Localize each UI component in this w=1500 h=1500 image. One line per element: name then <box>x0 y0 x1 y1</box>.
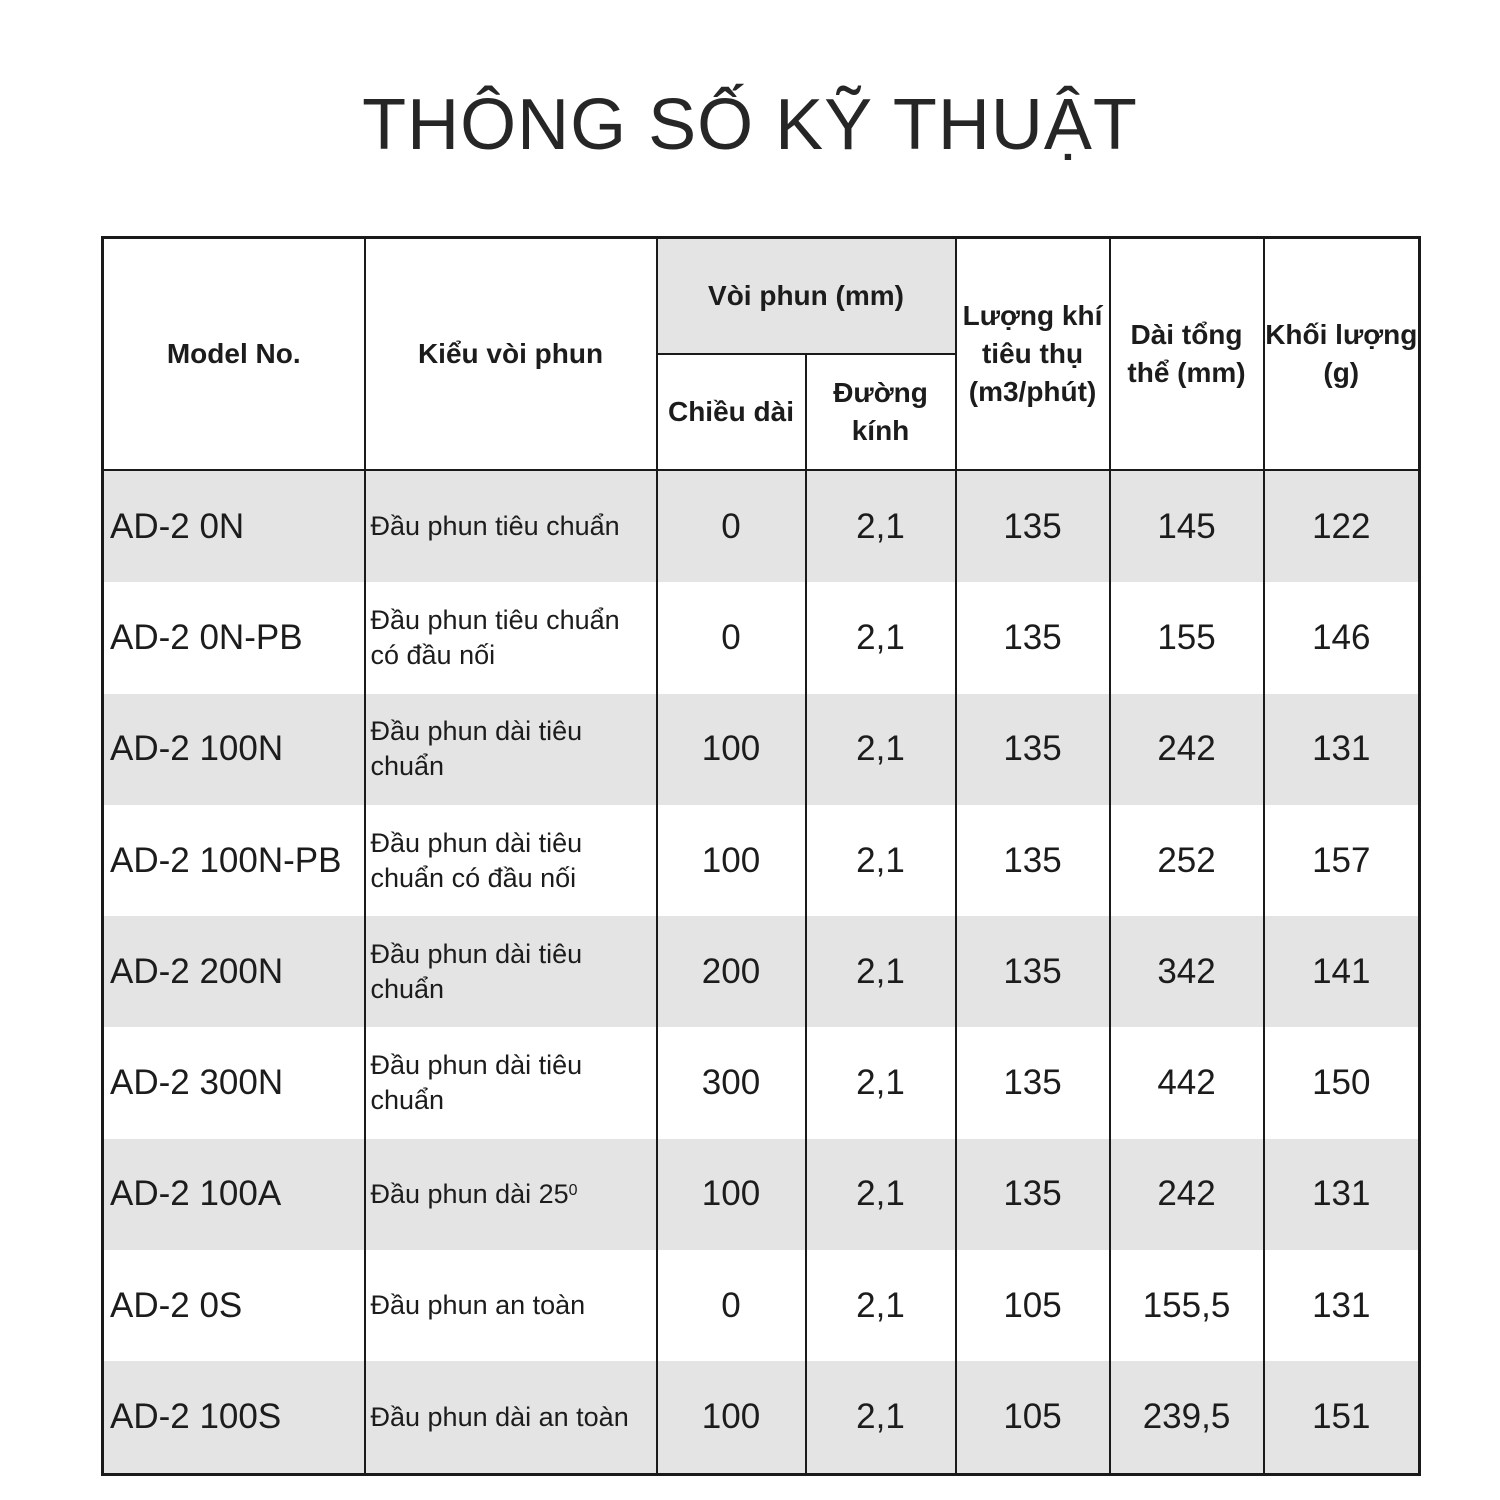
cell-diameter <box>806 1250 956 1361</box>
cell-air-consumption-text: 105 <box>1003 1285 1062 1325</box>
cell-air-consumption <box>956 694 1110 805</box>
table-row <box>103 1361 1420 1474</box>
cell-total-length-text: 342 <box>1157 951 1216 991</box>
cell-model <box>103 1139 365 1250</box>
degree-superscript: 0 <box>568 1181 578 1199</box>
table-row <box>103 582 1420 693</box>
cell-air-consumption <box>956 916 1110 1027</box>
cell-nozzle-type-text: Đầu phun dài 25 <box>370 1178 569 1209</box>
cell-air-consumption-text: 135 <box>1003 951 1062 991</box>
cell-diameter <box>806 582 956 693</box>
cell-diameter <box>806 1139 956 1250</box>
cell-length <box>657 1027 806 1138</box>
cell-length-text: 200 <box>701 951 761 991</box>
header-diameter: Đường kính <box>806 354 956 470</box>
cell-weight <box>1264 916 1420 1027</box>
cell-weight <box>1264 805 1420 916</box>
header-air-consumption: Lượng khí tiêu thụ (m3/phút) <box>956 238 1110 471</box>
cell-total-length <box>1110 805 1264 916</box>
cell-length <box>657 694 806 805</box>
cell-total-length-text: 242 <box>1157 1174 1216 1214</box>
cell-air-consumption <box>956 1361 1110 1474</box>
cell-nozzle-type <box>365 805 657 916</box>
table-row <box>103 805 1420 916</box>
cell-length-text: 100 <box>701 1174 761 1214</box>
cell-nozzle-type <box>365 1139 657 1250</box>
cell-model <box>103 1027 365 1138</box>
cell-diameter <box>806 694 956 805</box>
cell-total-length <box>1110 1250 1264 1361</box>
cell-model <box>103 1361 365 1474</box>
cell-length-text: 0 <box>721 506 741 546</box>
cell-model-text: AD-2 0N-PB <box>110 617 303 657</box>
cell-length <box>657 1361 806 1474</box>
cell-total-length-text: 145 <box>1157 506 1216 546</box>
cell-length <box>657 582 806 693</box>
table-row <box>103 1250 1420 1361</box>
cell-total-length-text: 239,5 <box>1142 1397 1231 1437</box>
cell-air-consumption <box>956 582 1110 693</box>
cell-diameter-text: 2,1 <box>856 1063 905 1103</box>
cell-weight <box>1264 582 1420 693</box>
cell-air-consumption-text: 135 <box>1003 506 1062 546</box>
header-length: Chiều dài <box>657 354 806 470</box>
cell-air-consumption <box>956 805 1110 916</box>
cell-total-length <box>1110 1027 1264 1138</box>
cell-length-text: 100 <box>701 840 761 880</box>
cell-nozzle-type-text: Đầu phun dài tiêu chuẩn <box>370 716 583 782</box>
cell-length <box>657 805 806 916</box>
cell-total-length <box>1110 916 1264 1027</box>
cell-total-length <box>1110 1361 1264 1474</box>
cell-length-text: 0 <box>721 1285 741 1325</box>
cell-model-text: AD-2 200N <box>110 951 284 991</box>
cell-total-length <box>1110 1139 1264 1250</box>
cell-length <box>657 916 806 1027</box>
cell-air-consumption <box>956 1027 1110 1138</box>
cell-air-consumption-text: 135 <box>1003 617 1062 657</box>
cell-nozzle-type-text: Đầu phun dài tiêu chuẩn <box>370 1050 583 1116</box>
cell-nozzle-type <box>365 1361 657 1474</box>
spec-table <box>101 236 1421 1476</box>
cell-diameter-text: 2,1 <box>856 506 905 546</box>
cell-air-consumption-text: 135 <box>1003 1174 1062 1214</box>
cell-total-length-text: 155,5 <box>1142 1285 1231 1325</box>
page-title: THÔNG SỐ KỸ THUẬT <box>362 85 1138 165</box>
table-row <box>103 916 1420 1027</box>
cell-nozzle-type-text: Đầu phun dài tiêu chuẩn có đầu nối <box>370 827 583 893</box>
cell-nozzle-type-text: Đầu phun tiêu chuẩn có đầu nối <box>370 604 620 670</box>
cell-weight-text: 151 <box>1312 1397 1371 1437</box>
cell-weight <box>1264 1027 1420 1138</box>
header-nozzle-group: Vòi phun (mm) <box>657 238 956 355</box>
cell-weight-text: 122 <box>1312 506 1371 546</box>
cell-nozzle-type <box>365 470 657 582</box>
cell-total-length <box>1110 470 1264 582</box>
table-row <box>103 1027 1420 1138</box>
cell-diameter <box>806 805 956 916</box>
cell-diameter-text: 2,1 <box>856 1397 905 1437</box>
cell-nozzle-type <box>365 1027 657 1138</box>
cell-total-length-text: 155 <box>1157 617 1216 657</box>
cell-nozzle-type-text: Đầu phun dài an toàn <box>370 1401 629 1432</box>
cell-air-consumption-text: 105 <box>1003 1397 1062 1437</box>
cell-diameter-text: 2,1 <box>856 1174 905 1214</box>
cell-diameter-text: 2,1 <box>856 951 905 991</box>
cell-nozzle-type <box>365 694 657 805</box>
cell-length <box>657 1139 806 1250</box>
cell-model <box>103 470 365 582</box>
cell-diameter <box>806 1361 956 1474</box>
cell-model-text: AD-2 100S <box>110 1397 282 1437</box>
cell-model-text: AD-2 100A <box>110 1174 282 1214</box>
cell-model-text: AD-2 0N <box>110 506 245 546</box>
cell-weight <box>1264 1250 1420 1361</box>
cell-model <box>103 582 365 693</box>
table-row <box>103 470 1420 582</box>
cell-length <box>657 470 806 582</box>
table-row <box>103 694 1420 805</box>
cell-weight-text: 131 <box>1312 729 1371 769</box>
cell-model-text: AD-2 100N-PB <box>110 840 342 880</box>
cell-weight <box>1264 1139 1420 1250</box>
header-total-length: Dài tổng thể (mm) <box>1110 238 1264 471</box>
cell-total-length <box>1110 582 1264 693</box>
cell-weight <box>1264 694 1420 805</box>
cell-weight-text: 131 <box>1312 1285 1371 1325</box>
cell-diameter <box>806 1027 956 1138</box>
cell-diameter-text: 2,1 <box>856 840 905 880</box>
cell-nozzle-type-text: Đầu phun tiêu chuẩn <box>370 511 620 542</box>
cell-length-text: 100 <box>701 729 761 769</box>
cell-length-text: 0 <box>721 617 741 657</box>
cell-air-consumption-text: 135 <box>1003 840 1062 880</box>
cell-model <box>103 694 365 805</box>
header-model: Model No. <box>103 238 365 471</box>
cell-model-text: AD-2 0S <box>110 1285 243 1325</box>
cell-weight <box>1264 1361 1420 1474</box>
cell-diameter-text: 2,1 <box>856 617 905 657</box>
table-header <box>103 238 1420 471</box>
cell-weight <box>1264 470 1420 582</box>
cell-model-text: AD-2 300N <box>110 1063 284 1103</box>
cell-air-consumption <box>956 1250 1110 1361</box>
cell-model <box>103 916 365 1027</box>
cell-weight-text: 150 <box>1312 1063 1371 1103</box>
cell-total-length-text: 252 <box>1157 840 1216 880</box>
cell-model <box>103 1250 365 1361</box>
cell-air-consumption <box>956 470 1110 582</box>
cell-length-text: 100 <box>701 1397 761 1437</box>
cell-nozzle-type <box>365 916 657 1027</box>
cell-diameter <box>806 470 956 582</box>
header-weight: Khối lượng (g) <box>1264 238 1420 471</box>
cell-nozzle-type-text: Đầu phun an toàn <box>370 1290 586 1321</box>
cell-diameter-text: 2,1 <box>856 729 905 769</box>
cell-length-text: 300 <box>701 1063 761 1103</box>
cell-length <box>657 1250 806 1361</box>
cell-weight-text: 157 <box>1312 840 1371 880</box>
cell-nozzle-type <box>365 1250 657 1361</box>
cell-diameter <box>806 916 956 1027</box>
cell-nozzle-type-text: Đầu phun dài tiêu chuẩn <box>370 938 583 1004</box>
cell-weight-text: 141 <box>1312 951 1371 991</box>
cell-weight-text: 146 <box>1312 617 1371 657</box>
cell-air-consumption <box>956 1139 1110 1250</box>
cell-diameter-text: 2,1 <box>856 1285 905 1325</box>
cell-total-length <box>1110 694 1264 805</box>
header-nozzle-type: Kiểu vòi phun <box>365 238 657 471</box>
cell-model <box>103 805 365 916</box>
cell-total-length-text: 242 <box>1157 729 1216 769</box>
cell-air-consumption-text: 135 <box>1003 1063 1062 1103</box>
cell-model-text: AD-2 100N <box>110 729 284 769</box>
cell-total-length-text: 442 <box>1157 1063 1216 1103</box>
cell-weight-text: 131 <box>1312 1174 1371 1214</box>
table-body <box>103 470 1420 1474</box>
table-row <box>103 1139 1420 1250</box>
cell-nozzle-type <box>365 582 657 693</box>
cell-air-consumption-text: 135 <box>1003 729 1062 769</box>
